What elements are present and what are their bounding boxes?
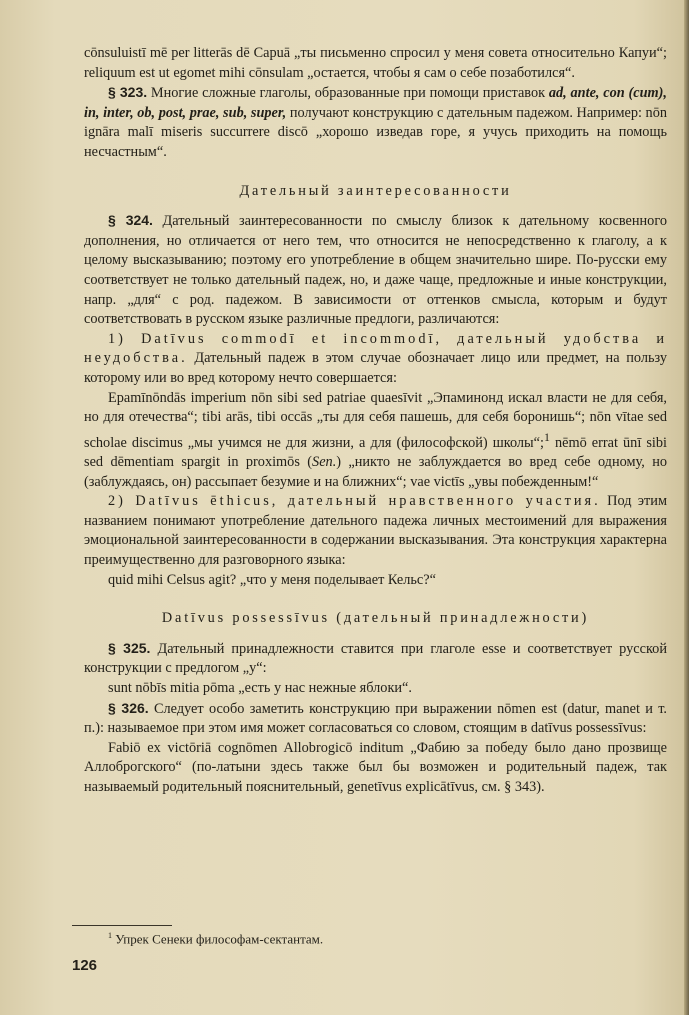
heading-dativus-possessivus: Datīvus possessīvus (дательный принадлежности): [161, 610, 590, 627]
item-text: Дательный падеж в этом случае обозначает лицо или предмет, на пользу которому или во вред которому нечто совершается:: [84, 350, 667, 386]
item-text: Под этим названием понимают употребление дательного падежа личных местоимений для выражения эмоциональной заинтересованности в содержании высказывания. Эта конструкция характерна преимущественно для разговорного языка:: [84, 493, 667, 569]
page-number: 126: [72, 957, 98, 974]
example-text: ) „никто не заблуждается во вред себе одному, но (заблуждаясь, он) рассыпает безумие и на ближних“; vae victīs „увы побежденным!“: [84, 454, 667, 490]
section-324: [84, 211, 667, 330]
example-poma: sunt nōbīs mitia pōma „есть у нас нежные яблоки“.: [108, 679, 412, 696]
section-323: [84, 83, 667, 162]
example-fabius: Fabiō ex victōriā cognōmen Allobrogicō inditum „Фабию за победу было дано прозвище Аллоброгского“ (по-латыни здесь также был бы возможен и родительный падеж, так называемый родительный пояснительный, genetīvus explicātīvus, см. § 343).: [84, 739, 667, 795]
source-abbreviation: Sen.: [312, 454, 337, 471]
prefix-list: ad, ante, con (cum), in, inter, ob, post, prae, sub, super,: [84, 85, 668, 121]
section-text: Многие сложные глаголы, образованные при помощи приставок: [147, 85, 549, 102]
footnote-marker: 1: [543, 429, 550, 444]
page-body: [84, 44, 667, 798]
example-text: nēmō errat ūnī sibi sed dēmentiam spargit in proximōs (: [84, 434, 667, 471]
footnote-mark: 1: [108, 931, 112, 940]
page-edge: [684, 0, 689, 1015]
item-dativus-ethicus: [84, 492, 667, 570]
section-text: Дательный заинтересованности по смыслу близок к дательному косвенного дополнения, но отличается от него тем, что относится не непосредственно к глаголу, а к целому высказыванию; поэтому его употребление в общем значительно шире. По-русски ему соответствует не только дательный падеж, но, и даже чаще, предложные и иные конструкции, напр. „для“ с род. падежом. В зависимости от оттенков смысла, которым и будут соответствовать в русском языке различные предлоги, различаются:: [84, 213, 667, 328]
footnote-text: Упрек Сенеки философам-сектантам.: [112, 931, 324, 947]
section-326: [84, 699, 667, 739]
section-text: получают конструкцию с дательным падежом. Например: nōn ignāra malī miseris succurrere discō „хорошо изведав горе, я учусь приходить на помощь несчастным“.: [84, 104, 667, 160]
example-celsus: quid mihi Celsus agit? „что у меня поделывает Кельс?“: [108, 571, 436, 588]
section-text: Следует особо заметить конструкцию при выражении nōmen est (datur, manet и т. п.): называемое при этом имя может согласоваться со словом, стоящим в datīvus possessīvus:: [84, 700, 667, 737]
example-epaminondas: [84, 389, 667, 493]
heading-dative-of-interest: Дательный заинтересованности: [239, 182, 512, 199]
section-number: § 325.: [108, 639, 151, 656]
item-dativus-commodi: [84, 330, 667, 389]
section-number: § 324.: [108, 212, 153, 229]
section-325: [84, 639, 667, 679]
footnote-divider: [72, 925, 172, 926]
footnote: [108, 931, 608, 947]
paragraph-capua-example: cōnsuluistī mē per litterās dē Capuā „ты письменно спросил у меня совета относительно Капуи“; reliquum est ut egomet mihi cōnsulam „остается, чтобы я сам о себе позаботился“.: [84, 45, 667, 81]
item-title: 2) Datīvus ēthicus, дательный нравственного участия.: [108, 493, 601, 510]
example-text: Epamīnōndās imperium nōn sibi sed patriae quaesīvit „Эпаминонд искал власти не для себя, но для отечества“; tibi arās, tibi occās „ты для себя пашешь, для себя боронишь“; nōn vītae sed scholae discimus „мы учимся не для жизни, а для (философской) школы“;: [84, 389, 667, 451]
item-title: 1) Datīvus commodī et incommodī, дательный удобства и неудобства.: [84, 330, 667, 367]
section-number: § 326.: [108, 699, 149, 716]
section-number: § 323.: [108, 84, 148, 101]
section-text: Дательный принадлежности ставится при глаголе esse и соответствует русской конструкции с предлогом „у“:: [84, 640, 667, 677]
